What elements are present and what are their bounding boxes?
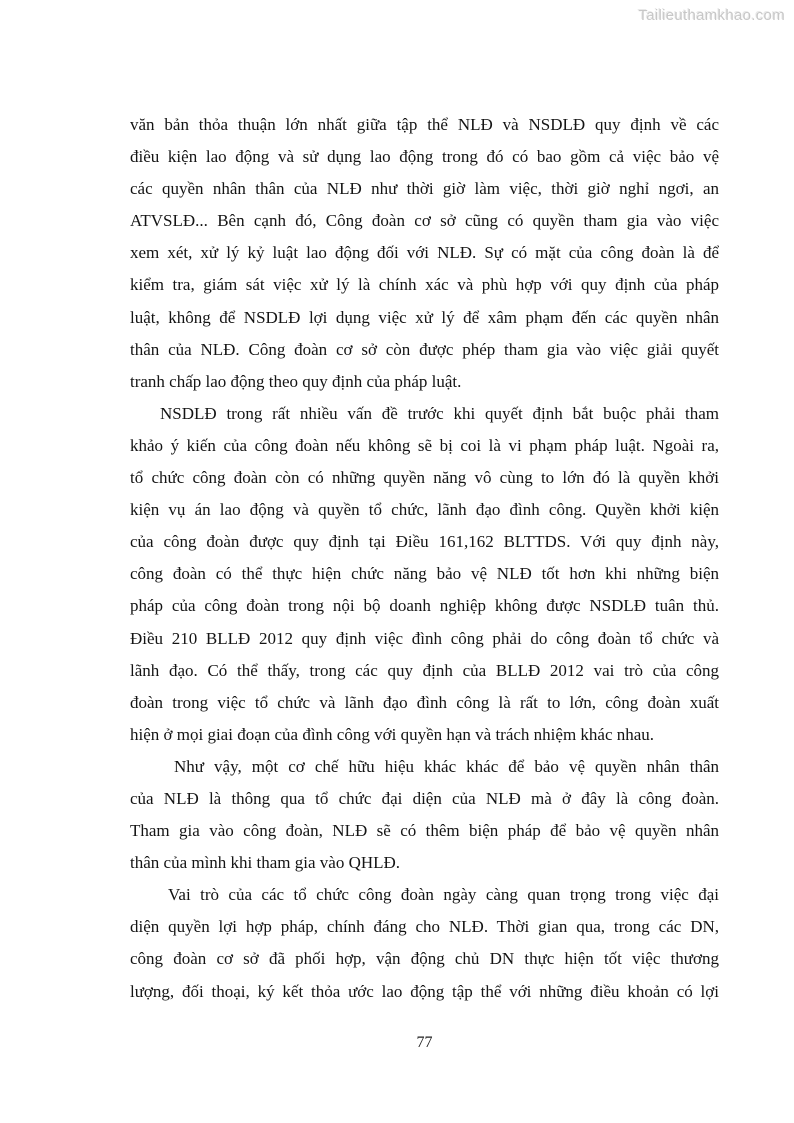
text-line: các quyền nhân thân của NLĐ như thời giờ làm việc, thời giờ nghỉ ngơi, an: [130, 179, 719, 199]
page-number: 77: [416, 1034, 433, 1051]
text-line: đoàn trong việc tổ chức và lãnh đạo đình công là rất to lớn, công đoàn xuất: [130, 692, 719, 712]
text-line: kiện vụ án lao động và quyền tổ chức, lãnh đạo đình công. Quyền khởi kiện: [130, 500, 719, 520]
text-line: Vai trò của các tổ chức công đoàn ngày càng quan trọng trong việc đại: [168, 885, 719, 905]
document-body: [130, 109, 719, 1008]
text-line: kiểm tra, giám sát việc xử lý là chính xác và phù hợp với quy định của pháp: [130, 275, 719, 295]
text-line: diện quyền lợi hợp pháp, chính đáng cho NLĐ. Thời gian qua, trong các DN,: [130, 917, 719, 937]
text-line: của NLĐ là thông qua tổ chức đại diện của NLĐ mà ở đây là công đoàn.: [130, 788, 719, 808]
text-line: lượng, đối thoại, ký kết thỏa ước lao động tập thể với những điều khoản có lợi: [130, 981, 719, 1001]
text-line: công đoàn có thể thực hiện chức năng bảo vệ NLĐ tốt hơn khi những biện: [130, 564, 719, 584]
text-line: ATVSLĐ... Bên cạnh đó, Công đoàn cơ sở cũng có quyền tham gia vào việc: [130, 211, 719, 231]
watermark-text: Tailieuthamkhao.com: [638, 7, 785, 24]
text-line: văn bản thỏa thuận lớn nhất giữa tập thể NLĐ và NSDLĐ quy định về các: [130, 115, 719, 134]
text-line: xem xét, xử lý kỷ luật lao động đối với NLĐ. Sự có mặt của công đoàn là để: [130, 243, 719, 263]
text-line: lãnh đạo. Có thể thấy, trong các quy định của BLLĐ 2012 vai trò của công: [130, 660, 719, 680]
text-line: Điều 210 BLLĐ 2012 quy định việc đình công phải do công đoàn tổ chức và: [130, 628, 719, 648]
text-line: tổ chức công đoàn còn có những quyền năng vô cùng to lớn đó là quyền khởi: [130, 468, 719, 488]
text-line: điều kiện lao động và sử dụng lao động trong đó có bao gồm cả việc bảo vệ: [130, 147, 719, 167]
text-line: hiện ở mọi giai đoạn của đình công với quyền hạn và trách nhiệm khác nhau.: [130, 724, 655, 744]
text-line: công đoàn cơ sở đã phối hợp, vận động chủ DN thực hiện tốt việc thương: [130, 949, 719, 969]
text-line: khảo ý kiến của công đoàn nếu không sẽ bị coi là vi phạm pháp luật. Ngoài ra,: [130, 435, 719, 455]
text-line: thân của NLĐ. Công đoàn cơ sở còn được phép tham gia vào việc giải quyết: [130, 339, 719, 359]
text-line: tranh chấp lao động theo quy định của pháp luật.: [130, 371, 462, 391]
text-line: pháp của công đoàn trong nội bộ doanh nghiệp không được NSDLĐ tuân thủ.: [130, 596, 719, 616]
text-line: NSDLĐ trong rất nhiều vấn đề trước khi quyết định bắt buộc phải tham: [160, 403, 719, 423]
text-line: của công đoàn được quy định tại Điều 161,162 BLTTDS. Với quy định này,: [130, 532, 719, 552]
text-line: Như vậy, một cơ chế hữu hiệu khác khác để bảo vệ quyền nhân thân: [174, 756, 719, 776]
text-line: Tham gia vào công đoàn, NLĐ sẽ có thêm biện pháp để bảo vệ quyền nhân: [130, 821, 719, 841]
text-line: luật, không để NSDLĐ lợi dụng việc xử lý để xâm phạm đến các quyền nhân: [130, 307, 719, 327]
text-line: thân của mình khi tham gia vào QHLĐ.: [130, 853, 401, 873]
